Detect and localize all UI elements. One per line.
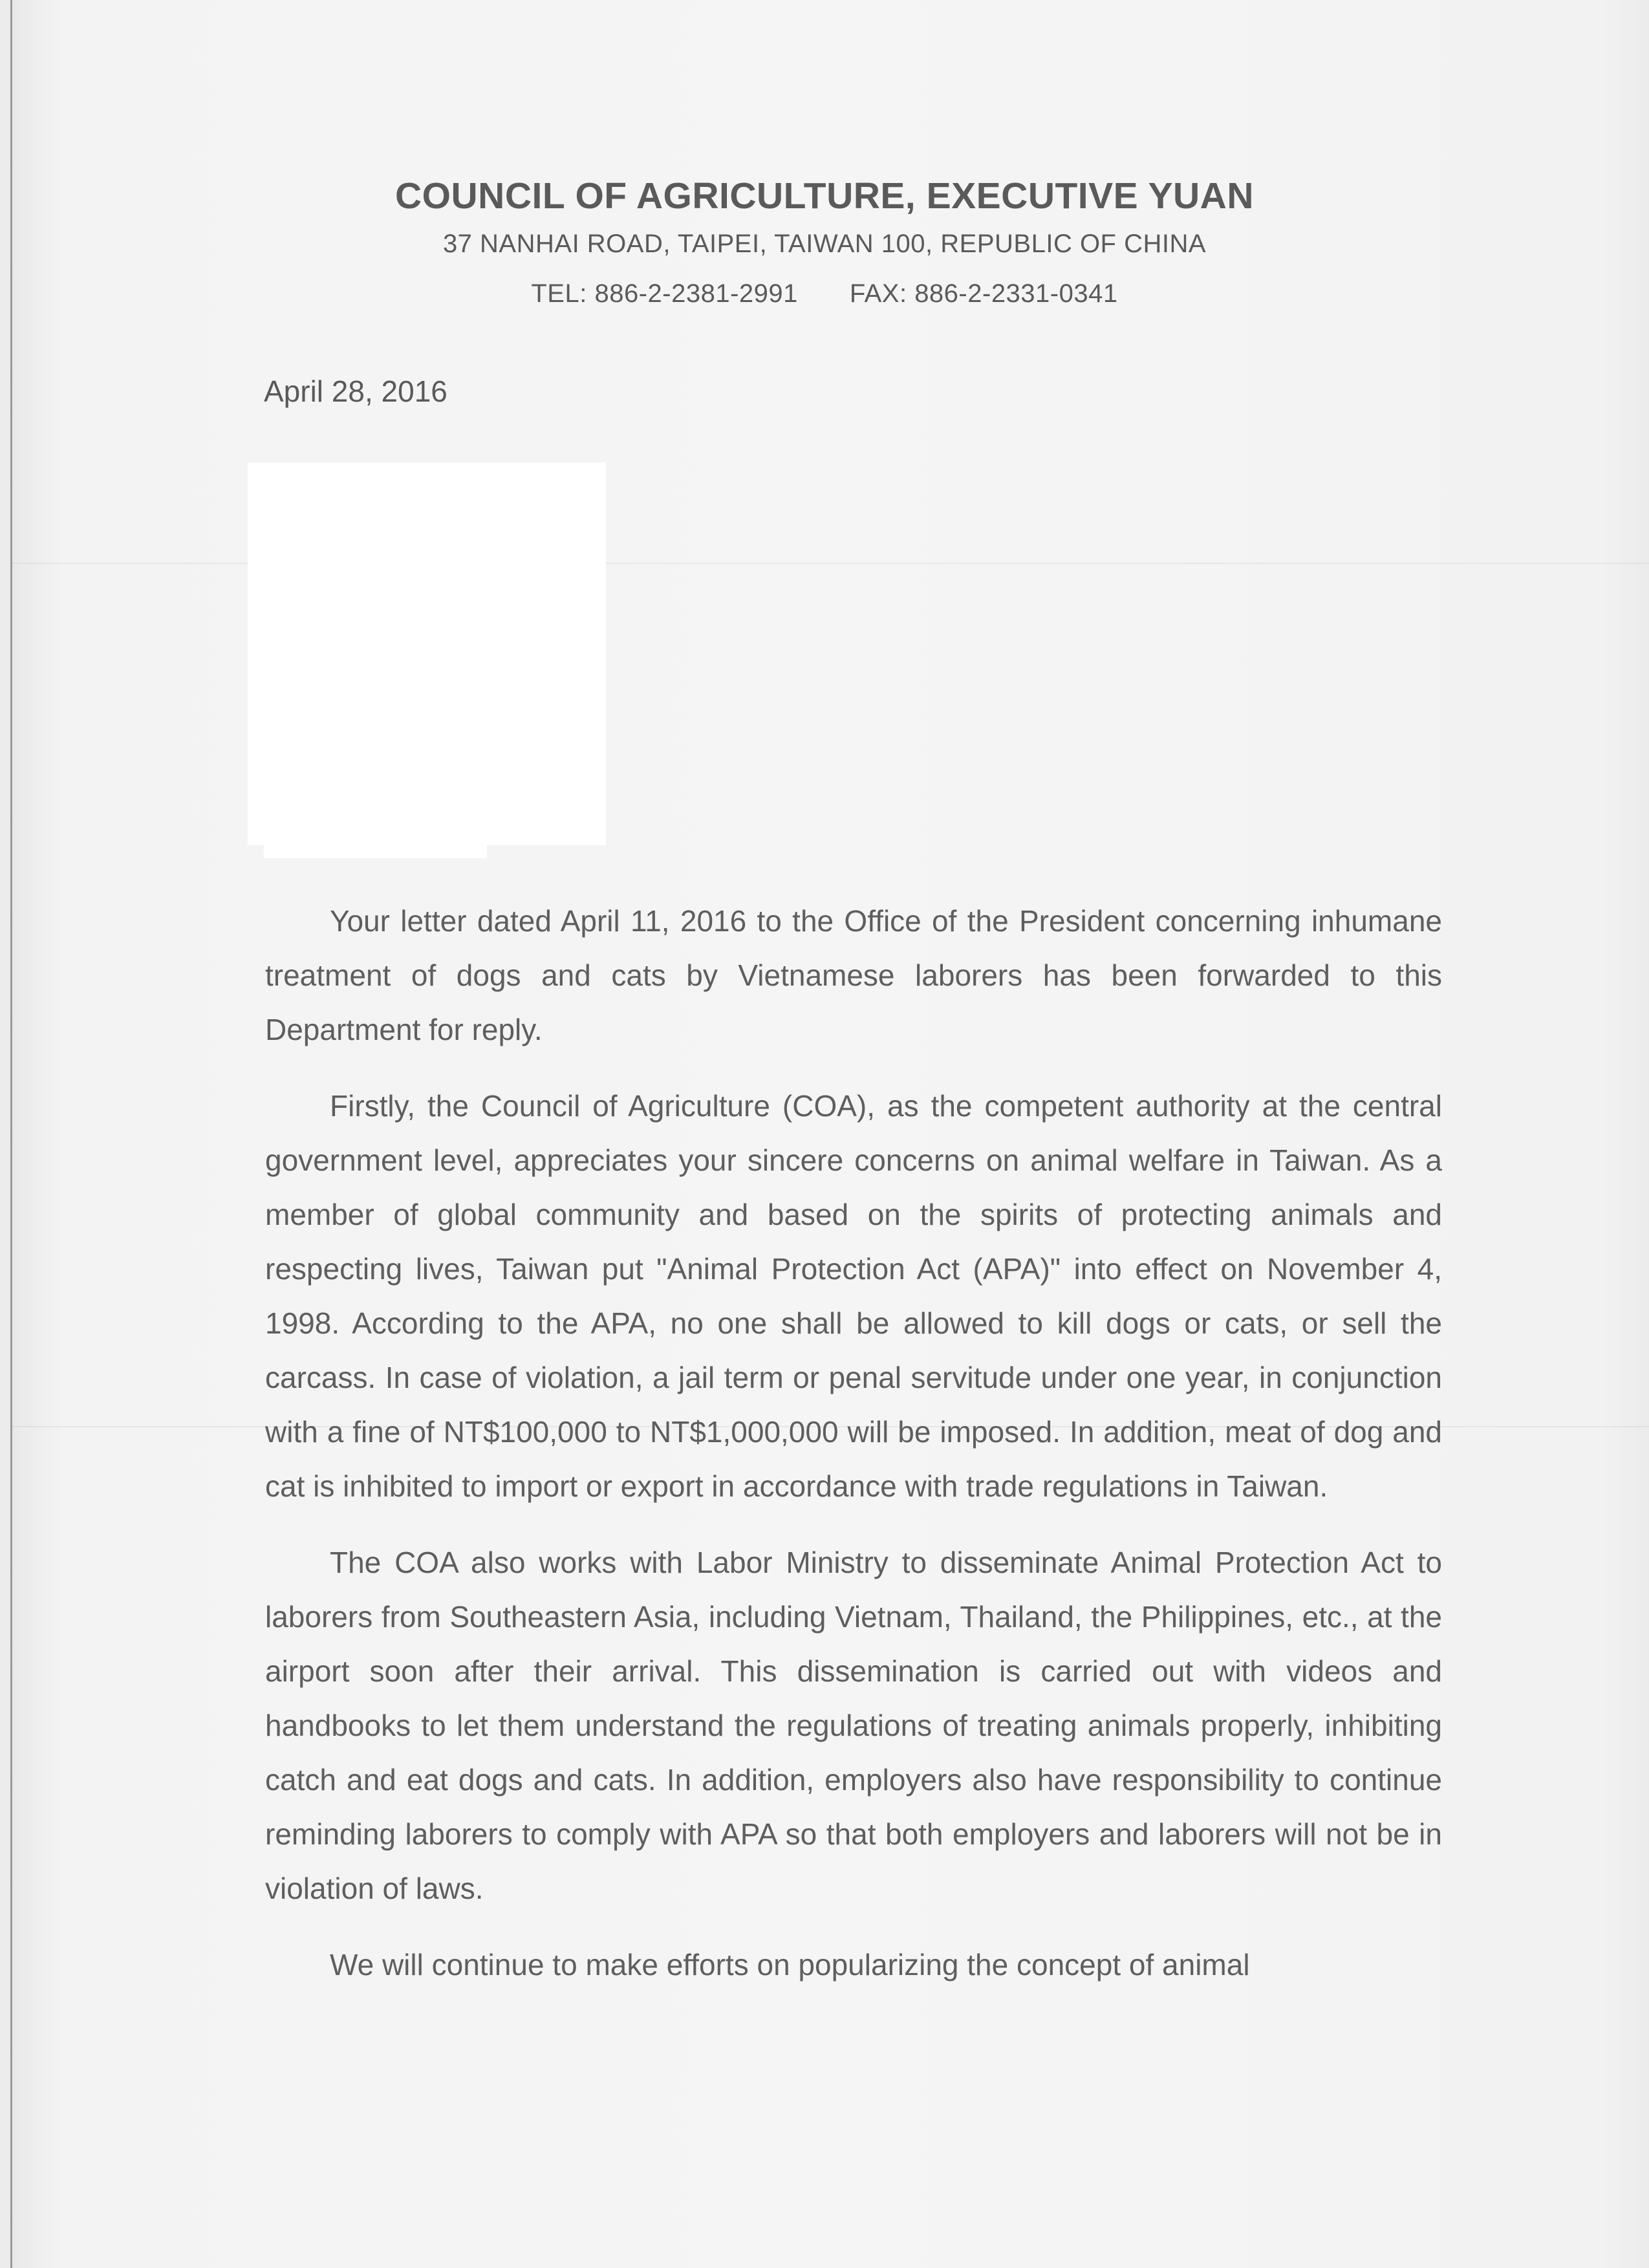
fax-number: FAX: 886-2-2331-0341 [849,279,1118,308]
contact-line [0,279,1649,308]
body-paragraph: We will continue to make efforts on popularizing the concept of animal [330,1948,1250,1982]
redaction-edge [264,843,487,858]
organization-name: COUNCIL OF AGRICULTURE, EXECUTIVE YUAN [395,175,1254,217]
organization-address: 37 NANHAI ROAD, TAIPEI, TAIWAN 100, REPUBLIC OF CHINA [442,230,1207,258]
body-paragraph: Your letter dated April 11, 2016 to the Office of the President concerning inhumane treatment of dogs and cats by Vietnamese laborers has been forwarded to this Department for reply. [265,904,1442,1046]
body-paragraph: The COA also works with Labor Ministry to disseminate Animal Protection Act to laborers from Southeastern Asia, including Vietnam, Thailand, the Philippines, etc., at the airport soon after their arrival. This dissemination is carried out with videos and handbooks to let them understand the regulations of treating animals properly, inhibiting catch and eat dogs and cats. In addition, employers also have responsibility to continue reminding laborers to comply with APA so that both employers and laborers will not be in violation of laws. [265,1546,1442,1905]
telephone-number: TEL: 886-2-2381-2991 [531,279,798,308]
body-paragraph: Firstly, the Council of Agriculture (COA), as the competent authority at the central government level, appreciates your sincere concerns on animal welfare in Taiwan. As a member of global community and based on the spirits of protecting animals and respecting lives, Taiwan put "Animal Protection Act (APA)" into effect on November 4, 1998. According to the APA, no one shall be allowed to kill dogs or cats, or sell the carcass. In case of violation, a jail term or penal servitude under one year, in conjunction with a fine of NT$100,000 to NT$1,000,000 will be imposed. In addition, meat of dog and cat is inhibited to import or export in accordance with trade regulations in Taiwan. [265,1089,1442,1503]
letter-date: April 28, 2016 [264,374,447,408]
redacted-recipient-block [248,462,606,845]
letter-body [265,894,1442,2014]
